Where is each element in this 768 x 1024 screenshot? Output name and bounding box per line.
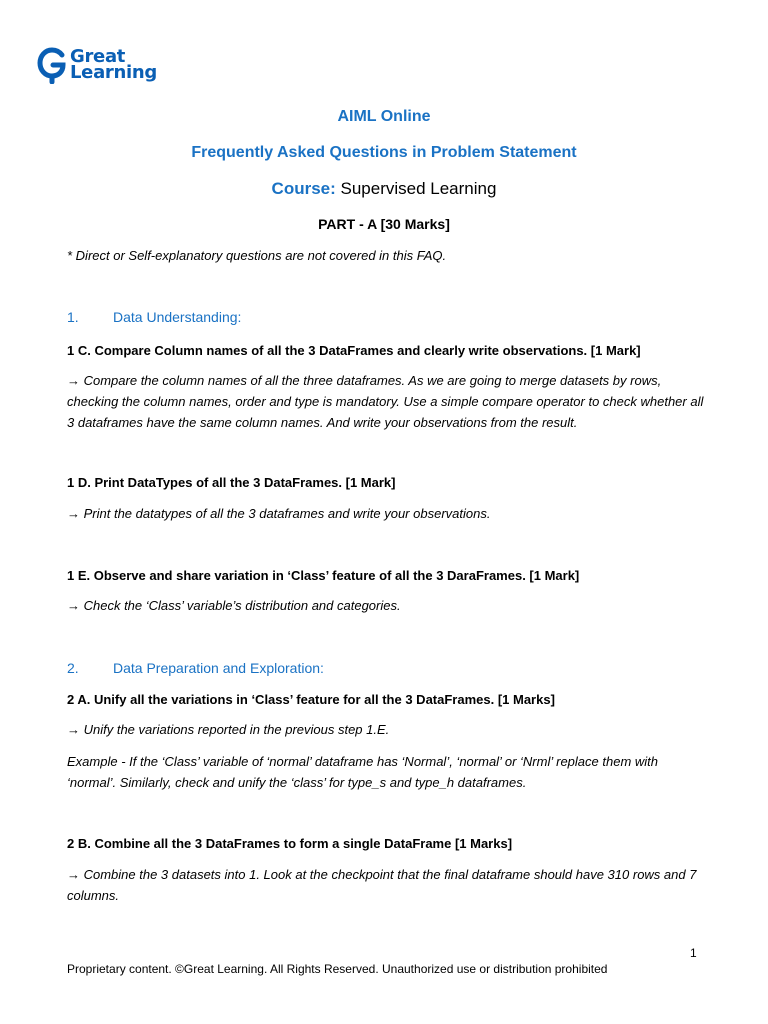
example-2a: Example - If the ‘Class’ variable of ‘normal’ dataframe has ‘Normal’, ‘normal’ or ‘Nrml’ replace them with ‘normal’. Similarly, check and unify the ‘class’ for type_s and type_h dataframes.: [67, 754, 658, 790]
logo-text-line2: Learning: [70, 62, 157, 83]
footer-copyright: Proprietary content. ©Great Learning. All Rights Reserved. Unauthorized use or distribution prohibited: [67, 962, 608, 976]
section-title: Data Understanding:: [113, 309, 242, 325]
course-line: [0, 179, 768, 199]
great-learning-g-icon: [36, 46, 68, 84]
section-number: 1.: [67, 309, 79, 325]
answer-2a: → Unify the variations reported in the previous step 1.E.: [67, 722, 390, 737]
logo-text-line1: Great: [70, 46, 126, 67]
section-heading-1: [67, 307, 707, 328]
question-2b: 2 B. Combine all the 3 DataFrames to form a single DataFrame [1 Marks]: [67, 836, 513, 851]
course-name: Supervised Learning: [335, 179, 497, 198]
document-title: Frequently Asked Questions in Problem Statement: [191, 144, 577, 161]
question-1c: 1 C. Compare Column names of all the 3 DataFrames and clearly write observations. [1 Mark]: [67, 343, 641, 358]
section-heading-2: [67, 658, 707, 679]
question-1e: 1 E. Observe and share variation in ‘Class’ feature of all the 3 DaraFrames. [1 Mark]: [67, 568, 580, 583]
page-number: 1: [690, 946, 697, 960]
question-1d: 1 D. Print DataTypes of all the 3 DataFrames. [1 Mark]: [67, 475, 396, 490]
question-2a: 2 A. Unify all the variations in ‘Class’ feature for all the 3 DataFrames. [1 Marks]: [67, 692, 555, 707]
part-heading: PART - A [30 Marks]: [318, 216, 450, 232]
faq-note: * Direct or Self-explanatory questions are not covered in this FAQ.: [67, 248, 447, 263]
section-number: 2.: [67, 660, 79, 676]
course-label: Course:: [271, 179, 336, 198]
program-title: AIML Online: [337, 108, 431, 125]
answer-2b: → Combine the 3 datasets into 1. Look at the checkpoint that the final dataframe should have 310 rows and 7 columns.: [67, 867, 697, 903]
answer-1c: → Compare the column names of all the three dataframes. As we are going to merge datasets by rows, checking the column names, order and type is mandatory. Use a simple compare operator to check whether all 3 dataframes have the same column names. And write your observations from the result.: [67, 373, 704, 430]
great-learning-logo: [36, 46, 157, 84]
answer-1d: → Print the datatypes of all the 3 dataframes and write your observations.: [67, 506, 491, 521]
answer-1e: → Check the ‘Class’ variable’s distribution and categories.: [67, 598, 401, 613]
section-title: Data Preparation and Exploration:: [113, 660, 324, 676]
